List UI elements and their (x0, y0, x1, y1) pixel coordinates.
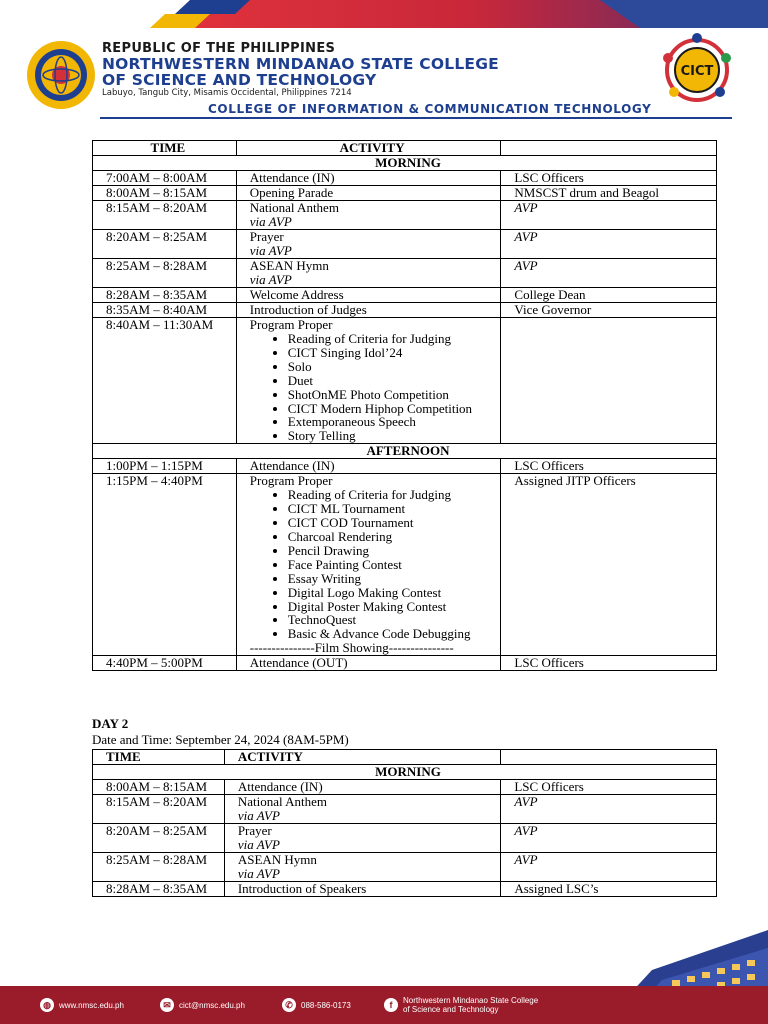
activity-title: Prayer (249, 229, 284, 244)
list-item: • Extemporaneous Speech (288, 415, 495, 429)
table-row (93, 230, 717, 259)
afternoon-label: AFTERNOON (93, 444, 717, 459)
time-cell: 8:20AM – 8:25AM (93, 230, 237, 259)
list-item: • CICT Modern Hiphop Competition (288, 402, 495, 416)
activity-cell (224, 882, 501, 897)
activity-subtitle: via AVP (237, 837, 280, 852)
time-cell: 8:40AM – 11:30AM (93, 318, 237, 444)
col-person-header (501, 750, 717, 765)
table-row (93, 186, 717, 201)
list-item: • Reading of Criteria for Judging (288, 332, 495, 346)
list-item: • ShotOnME Photo Competition (288, 388, 495, 402)
person-cell: College Dean (501, 288, 717, 303)
day2-heading (92, 716, 349, 748)
person-cell: LSC Officers (501, 459, 717, 474)
mail-icon: ✉ (160, 998, 174, 1012)
activity-subtitle: via AVP (249, 214, 292, 229)
activity-cell (224, 853, 501, 882)
time-cell: 8:15AM – 8:20AM (93, 795, 225, 824)
activity-title: National Anthem (249, 200, 339, 215)
activity-title: Program Proper (249, 473, 333, 489)
cict-logo-icon (656, 30, 738, 106)
time-cell: 7:00AM – 8:00AM (93, 171, 237, 186)
facebook-line1: Northwestern Mindanao State College (403, 996, 539, 1005)
letterhead (0, 30, 768, 120)
time-cell: 8:15AM – 8:20AM (93, 201, 237, 230)
person-cell: Vice Governor (501, 303, 717, 318)
list-item: • Digital Poster Making Contest (288, 600, 495, 614)
college-name: COLLEGE OF INFORMATION & COMMUNICATION TECHNOLOGY (208, 102, 652, 116)
activity-title: National Anthem (237, 794, 328, 809)
section-row-morning (93, 156, 717, 171)
phone-text: 088-586-0173 (301, 1000, 351, 1010)
activity-title: Attendance (IN) (249, 170, 335, 185)
time-cell: 8:20AM – 8:25AM (93, 824, 225, 853)
program-morning-list (250, 332, 495, 443)
table-row (93, 882, 717, 897)
col-activity-header: ACTIVITY (224, 750, 501, 765)
activity-cell (236, 171, 501, 186)
website-text: www.nmsc.edu.ph (59, 1000, 124, 1010)
list-item: • CICT ML Tournament (288, 502, 495, 516)
email-text: cict@nmsc.edu.ph (179, 1000, 245, 1010)
activity-subtitle: via AVP (237, 808, 280, 823)
list-item: • Charcoal Rendering (288, 530, 495, 544)
activity-title: Program Proper (249, 317, 333, 332)
table-header-row (93, 141, 717, 156)
morning-label: MORNING (93, 156, 717, 171)
activity-cell (224, 795, 501, 824)
day1-schedule-table (92, 140, 717, 671)
table-row (93, 656, 717, 671)
col-person-header (501, 141, 717, 156)
list-item: • Duet (288, 374, 495, 388)
col-time-header: TIME (93, 141, 237, 156)
activity-cell (224, 780, 501, 795)
list-item: • TechnoQuest (288, 613, 495, 627)
table-row (93, 303, 717, 318)
activity-title: Opening Parade (249, 185, 334, 200)
day2-schedule-table (92, 749, 717, 897)
footer-email[interactable] (160, 986, 245, 1024)
school-name-line2: OF SCIENCE AND TECHNOLOGY (102, 71, 377, 89)
table-header-row (93, 750, 717, 765)
film-showing-label: ---------------Film Showing--------------- (249, 640, 454, 656)
time-cell: 8:25AM – 8:28AM (93, 853, 225, 882)
table-row (93, 171, 717, 186)
footer-website[interactable] (40, 986, 124, 1024)
activity-cell (224, 824, 501, 853)
footer-facebook[interactable] (384, 986, 538, 1024)
activity-cell (236, 318, 501, 444)
person-cell: AVP (501, 853, 717, 882)
table-row (93, 824, 717, 853)
header-divider (100, 117, 732, 119)
list-item: • Solo (288, 360, 495, 374)
activity-subtitle: via AVP (249, 243, 292, 258)
list-item: • Story Telling (288, 429, 495, 443)
activity-cell (236, 186, 501, 201)
footer-phone[interactable] (282, 986, 351, 1024)
activity-title: Attendance (IN) (237, 779, 323, 794)
table-row-program-morning (93, 318, 717, 444)
activity-cell (236, 201, 501, 230)
activity-title: ASEAN Hymn (249, 258, 329, 273)
activity-subtitle: via AVP (249, 272, 292, 287)
time-cell: 1:00PM – 1:15PM (93, 459, 237, 474)
person-cell: AVP (501, 795, 717, 824)
activity-cell (236, 303, 501, 318)
person-cell: LSC Officers (501, 656, 717, 671)
college-seal-icon (26, 40, 96, 110)
cict-logo-text: CICT (680, 64, 714, 79)
list-item: • Pencil Drawing (288, 544, 495, 558)
table-row (93, 201, 717, 230)
person-cell: AVP (501, 824, 717, 853)
person-cell: LSC Officers (501, 171, 717, 186)
republic-label: REPUBLIC OF THE PHILIPPINES (102, 41, 336, 56)
person-cell: Assigned LSC’s (501, 882, 717, 897)
activity-cell (236, 259, 501, 288)
table-row (93, 795, 717, 824)
section-row-afternoon (93, 444, 717, 459)
activity-cell: Attendance (OUT) (236, 656, 501, 671)
time-cell: 8:00AM – 8:15AM (93, 186, 237, 201)
table-row (93, 780, 717, 795)
person-cell (501, 318, 717, 444)
table-row (93, 259, 717, 288)
person-cell: Assigned JITP Officers (501, 474, 717, 656)
activity-title: Introduction of Judges (249, 302, 367, 317)
table-row (93, 288, 717, 303)
day2-date: Date and Time: September 24, 2024 (8AM-5PM) (92, 732, 349, 747)
activity-cell (236, 288, 501, 303)
person-cell: AVP (501, 230, 717, 259)
facebook-icon: f (384, 998, 398, 1012)
activity-title: Introduction of Speakers (237, 881, 367, 896)
activity-cell (236, 474, 501, 656)
school-address: Labuyo, Tangub City, Misamis Occidental, Philippines 7214 (102, 88, 352, 98)
person-cell: AVP (501, 201, 717, 230)
time-cell: 8:35AM – 8:40AM (93, 303, 237, 318)
time-cell: 8:28AM – 8:35AM (93, 882, 225, 897)
table-row (93, 853, 717, 882)
col-time-header: TIME (93, 750, 225, 765)
activity-subtitle: via AVP (237, 866, 280, 881)
person-cell: LSC Officers (501, 780, 717, 795)
day2-title: DAY 2 (92, 716, 129, 731)
top-banner (0, 0, 768, 28)
list-item: • CICT COD Tournament (288, 516, 495, 530)
time-cell: 8:28AM – 8:35AM (93, 288, 237, 303)
list-item: • Digital Logo Making Contest (288, 586, 495, 600)
section-row-morning (93, 765, 717, 780)
time-cell: 8:00AM – 8:15AM (93, 780, 225, 795)
table-row (93, 459, 717, 474)
col-activity-header: ACTIVITY (236, 141, 501, 156)
activity-cell (236, 230, 501, 259)
time-cell: 8:25AM – 8:28AM (93, 259, 237, 288)
table-row-program-afternoon (93, 474, 717, 656)
list-item: • Reading of Criteria for Judging (288, 488, 495, 502)
list-item: • CICT Singing Idol’24 (288, 346, 495, 360)
activity-title: Prayer (237, 823, 272, 838)
time-cell: 4:40PM – 5:00PM (93, 656, 237, 671)
facebook-line2: of Science and Technology (403, 1005, 499, 1014)
list-item: • Basic & Advance Code Debugging (288, 627, 495, 641)
school-name-line1: NORTHWESTERN MINDANAO STATE COLLEGE (102, 55, 499, 73)
time-cell: 1:15PM – 4:40PM (93, 474, 237, 656)
activity-title: ASEAN Hymn (237, 852, 317, 867)
phone-icon: ✆ (282, 998, 296, 1012)
activity-title: Welcome Address (249, 287, 344, 302)
morning-label: MORNING (93, 765, 717, 780)
person-cell: NMSCST drum and Beagol (501, 186, 717, 201)
globe-icon: ◍ (40, 998, 54, 1012)
list-item: • Face Painting Contest (288, 558, 495, 572)
list-item: • Essay Writing (288, 572, 495, 586)
program-afternoon-list (250, 488, 495, 641)
person-cell: AVP (501, 259, 717, 288)
activity-cell: Attendance (IN) (236, 459, 501, 474)
